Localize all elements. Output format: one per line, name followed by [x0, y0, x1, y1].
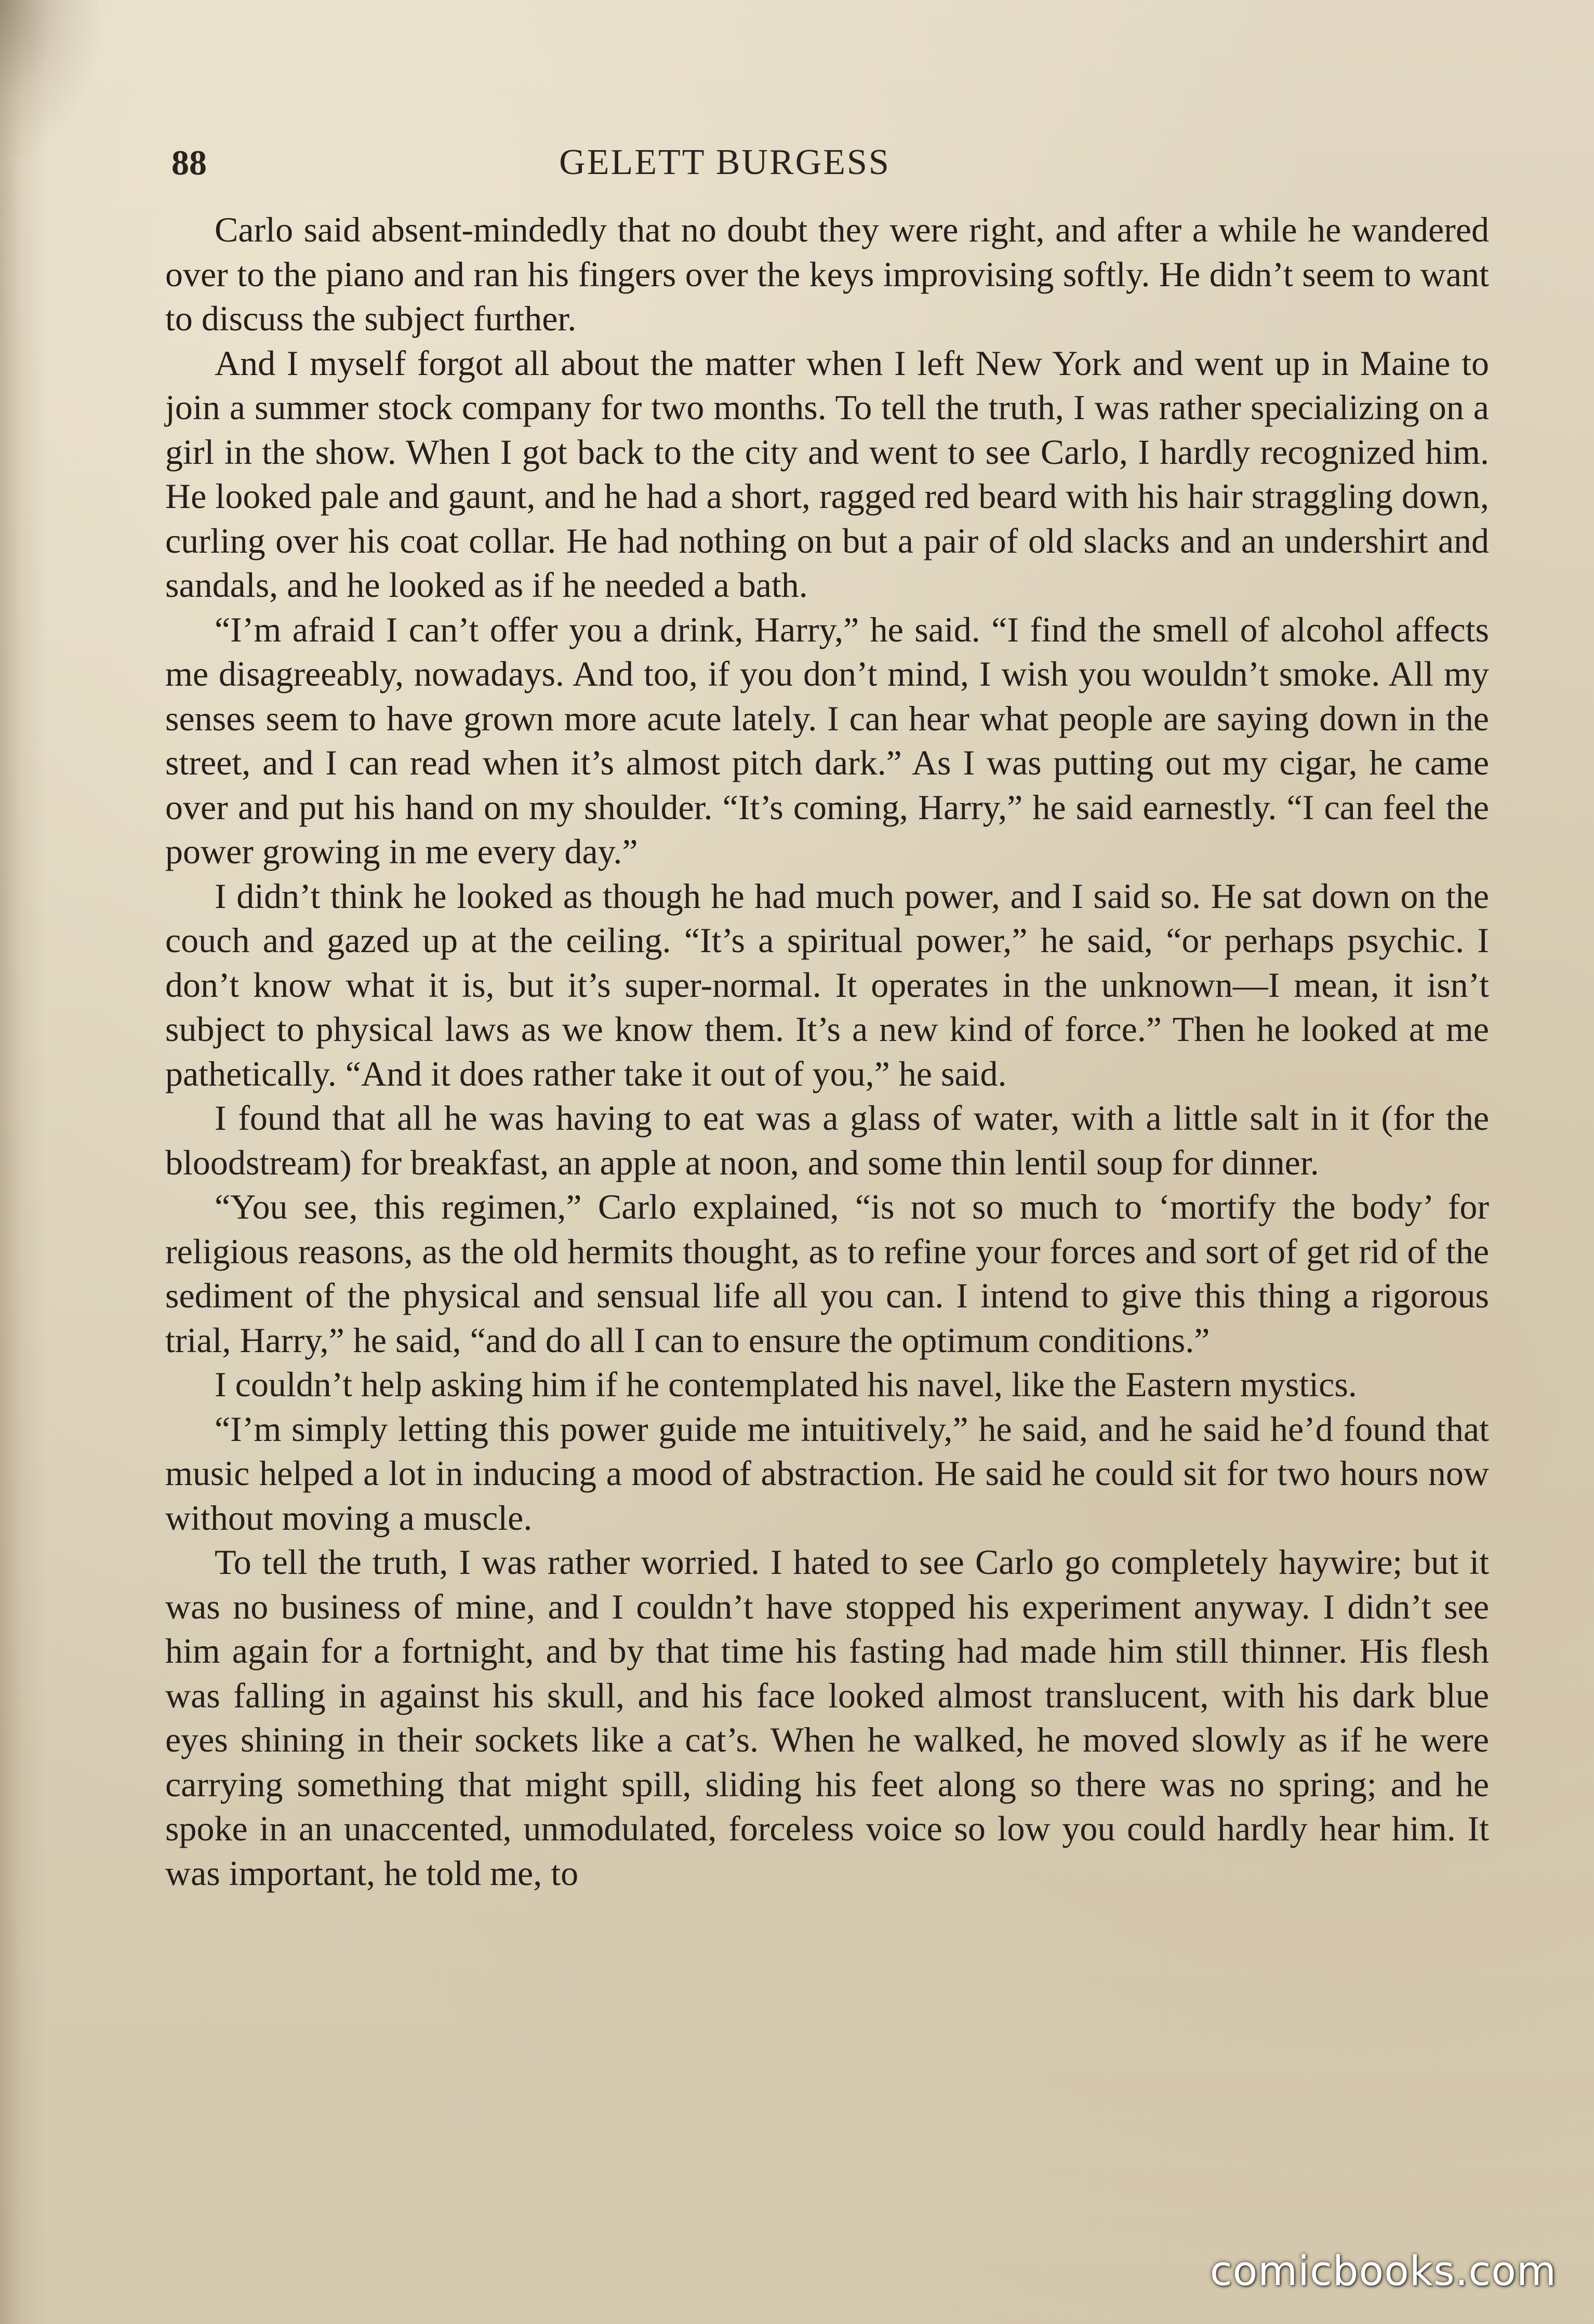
paragraph: “I’m simply letting this power guide me intuitively,” he said, and he said he’d found that music helped a lot in inducing a mood of abstraction. He said he could sit for two hours now without moving a muscle. [165, 1409, 1489, 1538]
paragraph: I couldn’t help asking him if he contemplated his navel, like the Eastern mystics. [215, 1365, 1357, 1404]
paragraph: “You see, this regimen,” Carlo explained, “is not so much to ‘mortify the body’ for religious reasons, as the old hermits thought, as to refine your forces and sort of get rid of the sediment of the physical and sensual life all you can. I intend to give this thing a rigorous trial, Harry,” he said, “and do all I can to ensure the optimum conditions.” [165, 1187, 1489, 1360]
running-head-author: GELETT BURGESS [559, 142, 891, 182]
paragraph: “I’m afraid I can’t offer you a drink, Harry,” he said. “I find the smell of alcohol affects me disagreeably, nowadays. And too, if you don’t mind, I wish you wouldn’t smoke. All my senses seem to have grown more acute lately. I can hear what people are saying down in the street, and I can read when it’s almost pitch dark.” As I was putting out my cigar, he came over and put his hand on my shoulder. “It’s coming, Harry,” he said earnestly. “I can feel the power growing in me every day.” [165, 609, 1489, 871]
running-head [171, 134, 1491, 191]
paragraph: And I myself forgot all about the matter when I left New York and went up in Maine to join a summer stock company for two months. To tell the truth, I was rather specializing on a girl in the show. When I got back to the city and went to see Carlo, I hardly recognized him. He looked pale and gaunt, and he had a short, ragged red beard with his hair straggling down, curling over his coat collar. He had nothing on but a pair of old slacks and an undershirt and sandals, and he looked as if he needed a bath. [165, 343, 1489, 605]
paragraph: I didn’t think he looked as though he had much power, and I said so. He sat down on the couch and gazed up at the ceiling. “It’s a spiritual power,” he said, “or perhaps psychic. I don’t know what it is, but it’s super-normal. It operates in the unknown—I mean, it isn’t subject to physical laws as we know them. It’s a new kind of force.” Then he looked at me pathetically. “And it does rather take it out of you,” he said. [165, 876, 1489, 1093]
body-text [165, 208, 1489, 1895]
page-number: 88 [171, 143, 207, 182]
watermark: comicbooks.com [1210, 2248, 1557, 2295]
paragraph: Carlo said absent-mindedly that no doubt they were right, and after a while he wandered over to the piano and ran his fingers over the keys improvising softly. He didn’t seem to want to discuss the subject further. [165, 210, 1489, 338]
page-wear-mark [0, 0, 99, 156]
paragraph: I found that all he was having to eat was a glass of water, with a little salt in it (for the bloodstream) for breakfast, an apple at noon, and some thin lentil soup for dinner. [165, 1098, 1489, 1182]
paragraph: To tell the truth, I was rather worried. I hated to see Carlo go completely haywire; but it was no business of mine, and I couldn’t have stopped his experiment anyway. I didn’t see him again for a fortnight, and by that time his fasting had made him still thinner. His flesh was falling in against his skull, and his face looked almost translucent, with his dark blue eyes shining in their sockets like a cat’s. When he walked, he moved slowly as if he were carrying something that might spill, sliding his feet along so there was no spring; and he spoke in an unaccented, unmodulated, forceless voice so low you could hardly hear him. It was important, he told me, to [165, 1542, 1489, 1893]
page-edge-shadow [0, 0, 47, 2324]
